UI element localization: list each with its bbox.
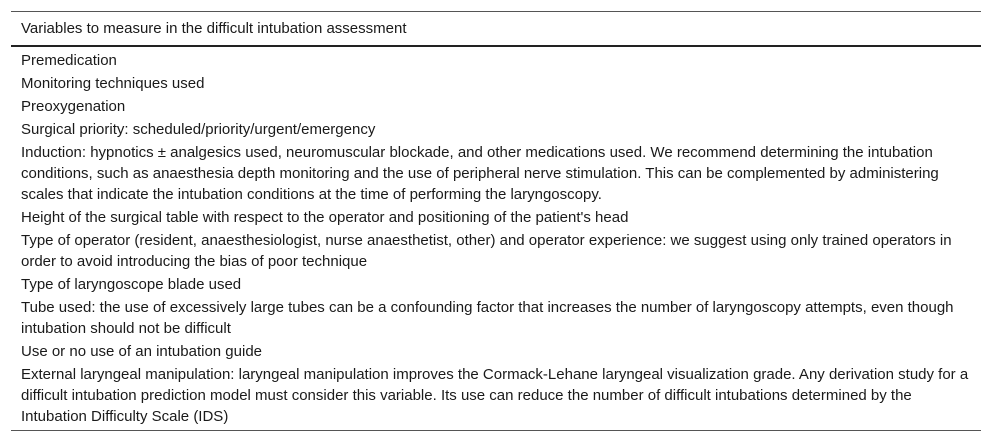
table-row xyxy=(11,141,981,206)
table-row xyxy=(11,46,981,72)
table-cell-premedication: Premedication xyxy=(21,52,117,69)
table-header-cell: Variables to measure in the difficult intubation assessment xyxy=(11,12,981,47)
table-cell-induction: Induction: hypnotics ± analgesics used, neuromuscular blockade, and other medications used. We recommend determining the intubation conditions, such as anaesthesia depth monitoring and the use of peripheral nerve stimulation. This can be complemented by administering scales that indicate the intubation conditions at the time of performing the laryngoscopy. xyxy=(21,144,939,203)
table-row xyxy=(11,363,981,431)
table-row xyxy=(11,229,981,273)
table-cell-blade-type: Type of laryngoscope blade used xyxy=(21,276,242,293)
table-cell-operator-type: Type of operator (resident, anaesthesiologist, nurse anaesthetist, other) and operator experience: we suggest using only trained operators in order to avoid introducing the bias of poor technique xyxy=(21,232,952,270)
table-body xyxy=(11,46,981,431)
table-cell-intubation-guide: Use or no use of an intubation guide xyxy=(21,343,263,360)
table-row xyxy=(11,72,981,95)
table-cell-laryngeal-manipulation: External laryngeal manipulation: laryngeal manipulation improves the Cormack-Lehane laryngeal visualization grade. Any derivation study for a difficult intubation prediction model must consider this variable. Its use can reduce the number of difficult intubations determined by the Intubation Difficulty Scale (IDS) xyxy=(11,363,981,431)
table-row xyxy=(11,296,981,340)
table-row xyxy=(11,95,981,118)
table-cell-tube-used: Tube used: the use of excessively large tubes can be a confounding factor that increases the number of laryngoscopy attempts, even though intubation should not be difficult xyxy=(21,299,954,337)
table-cell-monitoring: Monitoring techniques used xyxy=(21,75,205,92)
table-cell-surgical-priority: Surgical priority: scheduled/priority/urgent/emergency xyxy=(21,121,376,138)
table-row xyxy=(11,118,981,141)
table-row xyxy=(11,206,981,229)
table-header-row xyxy=(11,12,981,47)
table-row xyxy=(11,340,981,363)
table-cell-preoxygenation: Preoxygenation xyxy=(21,98,126,115)
table-cell-table-height: Height of the surgical table with respect to the operator and positioning of the patient's head xyxy=(21,209,629,226)
table-header xyxy=(11,12,981,47)
variables-table xyxy=(11,11,981,431)
variables-table-container xyxy=(11,11,981,431)
table-row xyxy=(11,273,981,296)
